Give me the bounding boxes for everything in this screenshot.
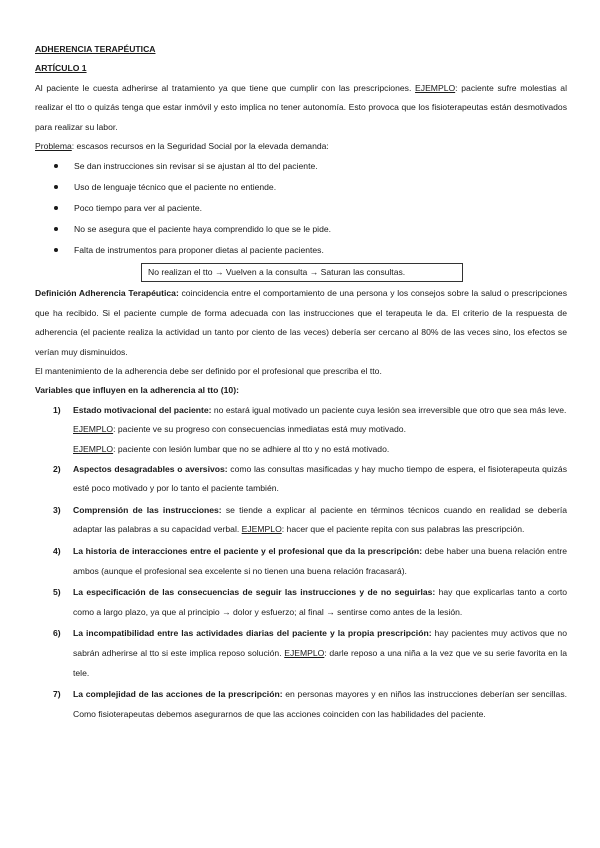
- item-number: 7): [53, 689, 61, 700]
- definicion-label: Definición Adherencia Terapéutica:: [35, 288, 179, 299]
- ejemplo-line: EJEMPLO: paciente con lesión lumbar que no se adhiere al tto y no está motivado.: [73, 444, 390, 455]
- list-item: Falta de instrumentos para proponer dietas al paciente pacientes.: [35, 240, 567, 261]
- item-number: 3): [53, 504, 61, 515]
- consequence-box: No realizan el tto → Vuelven a la consulta → Saturan las consultas.: [141, 263, 463, 282]
- variable-item: 4) La historia de interacciones entre el paciente y el profesional que da la prescripción: debe haber una buena relación entre ambos (aunque el profesional sea excelente si no tienen una buena relación fracasará).: [35, 542, 567, 581]
- definicion-paragraph: Definición Adherencia Terapéutica: coincidencia entre el comportamiento de una persona y los consejos sobre la salud o prescripciones que ha recibido. Si el paciente cumple de forma adecuada con las instrucciones que el terapeuta le da. El criterio de la respuesta de adherencia (el paciente realiza la actividad un tanto por ciento de las veces) debería ser cercano al 80% de las veces sino, los efectos se verían muy disminuidos.: [35, 288, 567, 357]
- variable-item: 5) La especificación de las consecuencias de seguir las instrucciones y de no seguirlas: hay que explicarlas tanto a corto como a largo plazo, ya que al principio → dolor y esfuerzo; al final → sentirse como antes de la lesión.: [35, 583, 567, 622]
- mantenimiento-paragraph: El mantenimiento de la adherencia debe ser definido por el profesional que prescriba el tto.: [35, 366, 382, 377]
- variable-item: 3) Comprensión de las instrucciones: se tiende a explicar al paciente en términos técnicos cuando en realidad se debería adaptar las palabras a su capacidad verbal. EJEMPLO: hacer que el paciente repita con sus palabras las prescripción.: [35, 501, 567, 540]
- item-number: 4): [53, 546, 61, 557]
- variables-list-continued: [35, 460, 567, 725]
- problema-paragraph: Problema: escasos recursos en la Seguridad Social por la elevada demanda:: [35, 141, 329, 152]
- ejemplo-label: EJEMPLO: [415, 82, 456, 93]
- variable-item: 1) Estado motivacional del paciente: no estará igual motivado un paciente cuya lesión sea irreversible que otro que sea más leve.: [35, 401, 567, 421]
- list-item: Uso de lenguaje técnico que el paciente no entiende.: [35, 177, 567, 198]
- list-item: Se dan instrucciones sin revisar si se ajustan al tto del paciente.: [35, 156, 567, 177]
- item-number: 1): [53, 404, 61, 415]
- problema-label: Problema: [35, 141, 72, 152]
- problema-list: [35, 156, 567, 261]
- list-item: Poco tiempo para ver al paciente.: [35, 198, 567, 219]
- item-number: 5): [53, 587, 61, 598]
- article-heading: ARTÍCULO 1: [35, 63, 87, 74]
- variable-item: 7) La complejidad de las acciones de la prescripción: en personas mayores y en niños las instrucciones deberían ser sencillas. Como fisioterapeutas debemos asegurarnos de que las acciones coinciden con las habilidades del paciente.: [35, 685, 567, 724]
- variables-list: [35, 401, 567, 421]
- document-page: [35, 40, 567, 724]
- variables-heading: Variables que influyen en la adherencia al tto (10):: [35, 385, 239, 396]
- list-item: No se asegura que el paciente haya comprendido lo que se le pide.: [35, 219, 567, 240]
- ejemplo-line: EJEMPLO: paciente ve su progreso con consecuencias inmediatas está muy motivado.: [73, 424, 406, 435]
- variable-item: 2) Aspectos desagradables o aversivos: como las consultas masificadas y hay mucho tiempo de espera, el fisioterapeuta quizás esté poco motivado y por lo tanto el paciente también.: [35, 460, 567, 499]
- consequence-box-wrap: [141, 263, 567, 282]
- item-number: 6): [53, 628, 61, 639]
- item-number: 2): [53, 463, 61, 474]
- variable-item: 6) La incompatibilidad entre las actividades diarias del paciente y la propia prescripción: hay pacientes muy activos que no sabrán adherirse al tto si este implica reposo solución. EJEMPLO: darle reposo a una niña a la vez que ve su serie favorita en la tele.: [35, 624, 567, 683]
- document-title: ADHERENCIA TERAPÉUTICA: [35, 44, 156, 54]
- intro-paragraph: Al paciente le cuesta adherirse al tratamiento ya que tiene que cumplir con las prescripciones. EJEMPLO: paciente sufre molestias al realizar el tto o quizás tenga que estar inmóvil y esto implica no tener autonomía. Esto provoca que los fisioterapeutas están desmotivados para realizar su labor.: [35, 82, 567, 132]
